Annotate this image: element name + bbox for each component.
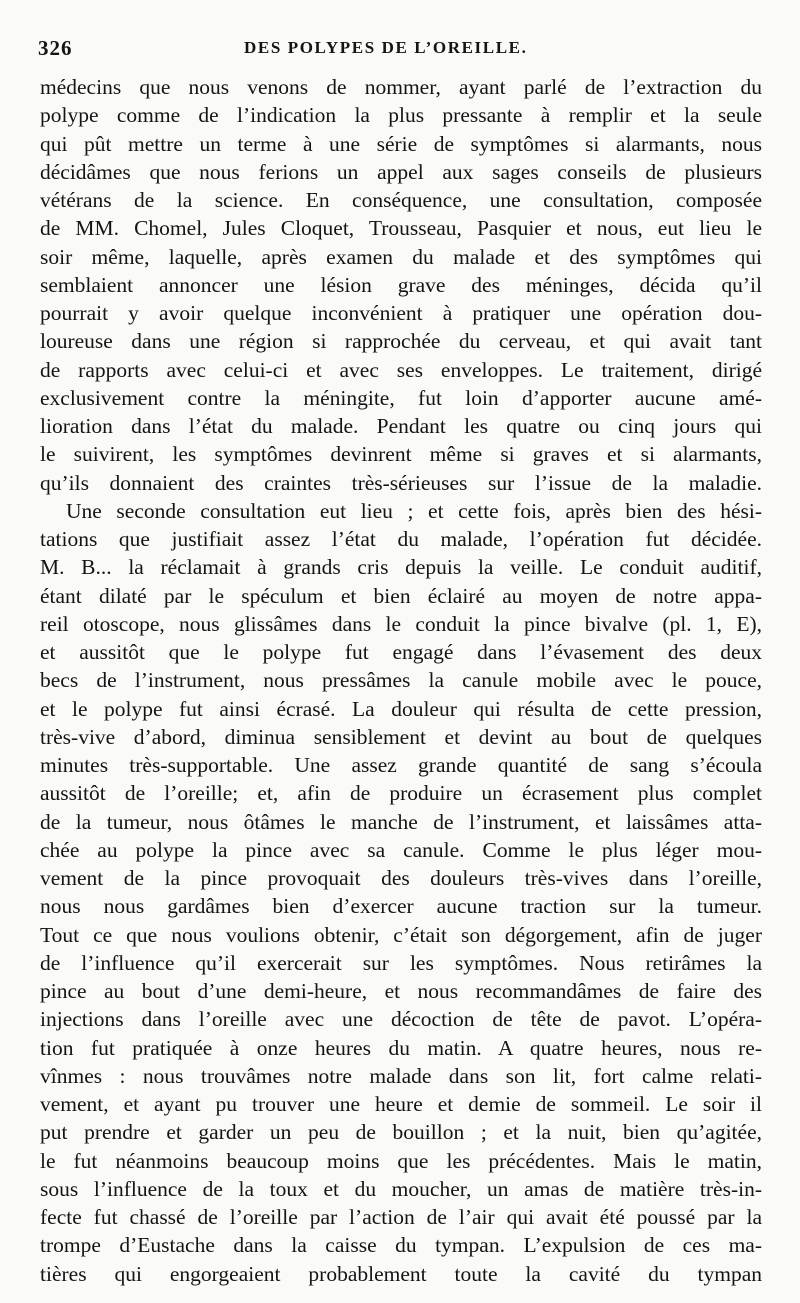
text-line: tion fut pratiquée à onze heures du matin. A quatre heures, nous re- [40,1035,762,1060]
text-line: Tout ce que nous voulions obtenir, c’était son dégorgement, afin de juger [40,922,762,947]
text-line: qui pût mettre un terme à une série de symptômes si alarmants, nous [40,131,762,156]
text-line: pince au bout d’une demi-heure, et nous recommandâmes de faire des [40,979,762,1003]
text-line: qu’ils donnaient des craintes très-sérieuses sur l’issue de la maladie. [40,470,762,495]
text-line: semblaient annoncer une lésion grave des méninges, décida qu’il [40,272,762,297]
text-line: vînmes : nous trouvâmes notre malade dans son lit, fort calme relati- [40,1063,762,1088]
text-line: de la tumeur, nous ôtâmes le manche de l’instrument, et laissâmes atta- [40,809,762,834]
text-line: médecins que nous venons de nommer, ayant parlé de l’extraction du [40,75,762,99]
text-line: polype comme de l’indication la plus pressante à remplir et la seule [40,103,762,128]
text-line: décidâmes que nous ferions un appel aux sages conseils de plusieurs [40,159,762,184]
text-line: de rapports avec celui-ci et avec ses enveloppes. Le traitement, dirigé [40,357,762,382]
text-line: vement, et ayant pu trouver une heure et demie de sommeil. Le soir il [40,1092,762,1116]
text-line: et le polype fut ainsi écrasé. La douleur qui résulta de cette pression, [40,696,762,721]
text-line: loureuse dans une région si rapprochée du cerveau, et qui avait tant [40,329,762,354]
text-line: sous l’influence de la toux et du moucher, un amas de matière très-in- [40,1176,762,1201]
text-line: lioration dans l’état du malade. Pendant les quatre ou cinq jours qui [40,414,762,438]
text-line: le fut néanmoins beaucoup moins que les précédentes. Mais le matin, [40,1148,762,1173]
page-number: 326 [38,36,73,60]
text-line: put prendre et garder un peu de bouillon ; et la nuit, bien qu’agitée, [40,1120,762,1145]
text-line: becs de l’instrument, nous pressâmes la canule mobile avec le pouce, [40,668,762,693]
text-line: reil otoscope, nous glissâmes dans le conduit la pince bivalve (pl. 1, E), [40,611,762,636]
text-line: exclusivement contre la méningite, fut loin d’apporter aucune amé- [40,385,762,410]
text-line: le suivirent, les symptômes devinrent même si graves et si alarmants, [40,442,762,467]
text-line: pourrait y avoir quelque inconvénient à pratiquer une opération dou- [40,301,762,325]
text-line: et aussitôt que le polype fut engagé dans l’évasement des deux [40,640,762,664]
text-line: chée au polype la pince avec sa canule. Comme le plus léger mou- [40,837,762,862]
text-line: aussitôt de l’oreille; et, afin de produire un écrasement plus complet [40,781,762,806]
running-head: DES POLYPES DE L’OREILLE. [244,38,528,57]
text-line: vétérans de la science. En conséquence, une consultation, composée [40,188,762,212]
text-line: M. B... la réclamait à grands cris depuis la veille. Le conduit auditif, [40,555,762,580]
text-line: tations que justifiait assez l’état du malade, l’opération fut décidée. [40,527,762,551]
paragraph-start-line: Une seconde consultation eut lieu ; et cette fois, après bien des hési- [66,498,762,523]
text-line: nous nous gardâmes bien d’exercer aucune traction sur la tumeur. [40,894,762,919]
text-line: soir même, laquelle, après examen du malade et des symptômes qui [40,244,762,269]
text-line: tières qui engorgeaient probablement toute la cavité du tympan [40,1261,762,1286]
text-line: trompe d’Eustache dans la caisse du tympan. L’expulsion de ces ma- [40,1233,762,1258]
text-line: vement de la pince provoquait des douleurs très-vives dans l’oreille, [40,866,762,890]
text-line: fecte fut chassé de l’oreille par l’action de l’air qui avait été poussé par la [40,1205,762,1229]
text-line: injections dans l’oreille avec une décoction de tête de pavot. L’opéra- [40,1007,762,1032]
text-line: très-vive d’abord, diminua sensiblement et devint au bout de quelques [40,724,762,749]
text-line: de l’influence qu’il exercerait sur les symptômes. Nous retirâmes la [40,950,762,975]
text-line: de MM. Chomel, Jules Cloquet, Trousseau, Pasquier et nous, eut lieu le [40,216,762,241]
text-line: minutes très-supportable. Une assez grande quantité de sang s’écoula [40,753,762,777]
text-line: étant dilaté par le spéculum et bien éclairé au moyen de notre appa- [40,583,762,608]
body-text [40,73,762,1288]
